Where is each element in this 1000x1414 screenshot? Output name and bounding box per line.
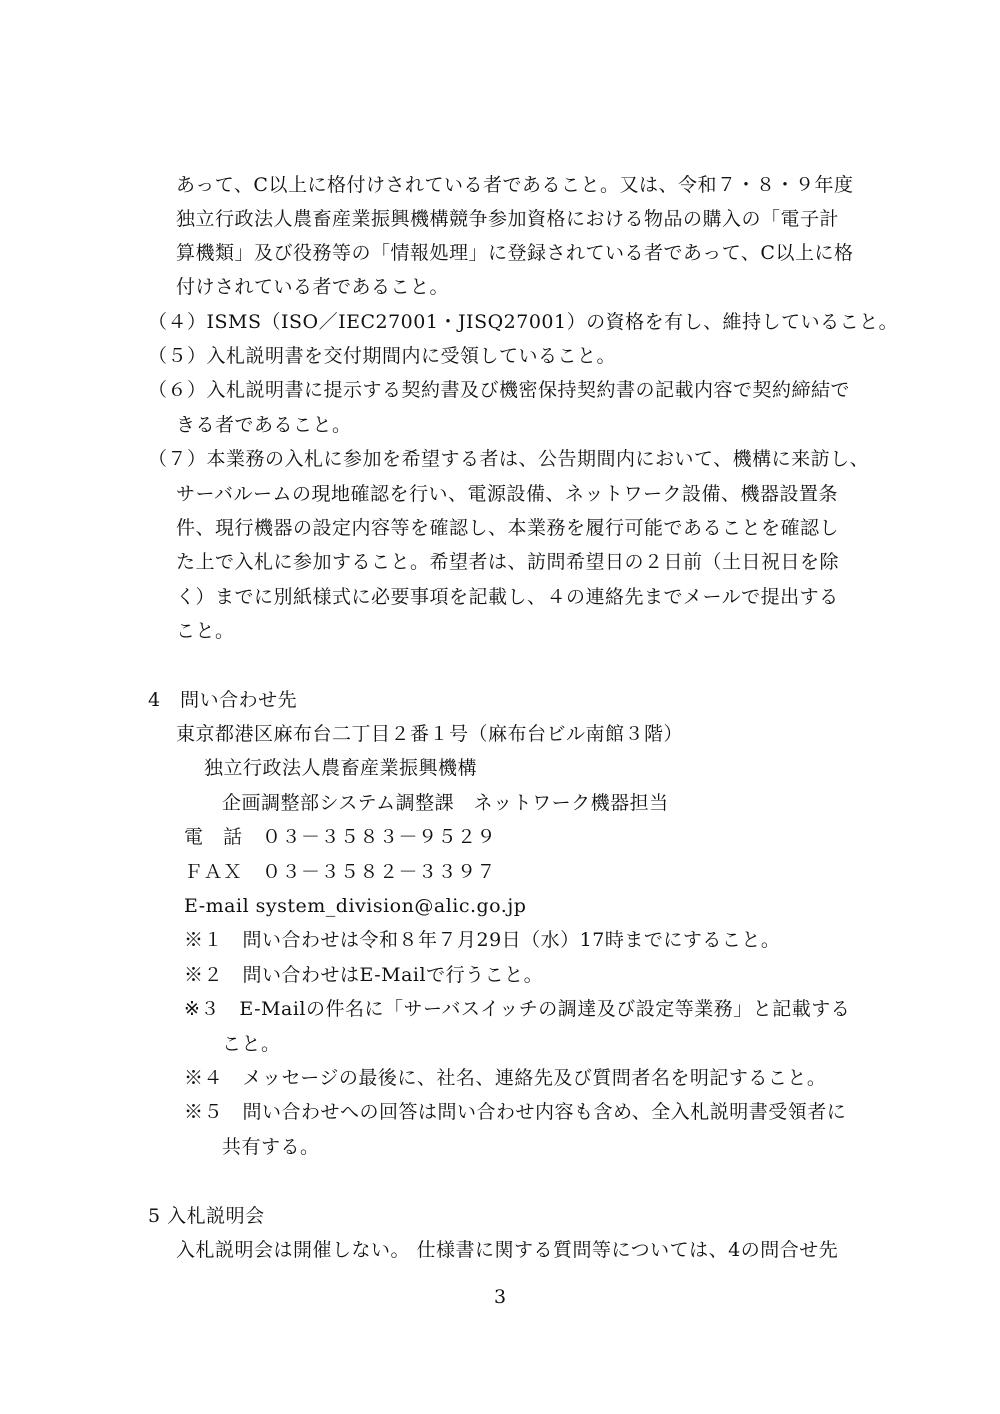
note-2: ※２ 問い合わせはE-Mailで行うこと。: [184, 964, 544, 986]
contact-email: E-mail system_division@alic.go.jp: [184, 895, 527, 917]
text-line: 共有する。: [222, 1136, 320, 1158]
text-line: サーバルームの現地確認を行い、電源設備、ネットワーク設備、機器設置条: [176, 483, 839, 505]
text-line: 付けされている者であること。: [176, 276, 450, 298]
text-line: こと。: [222, 1033, 281, 1055]
page-number: 3: [493, 1286, 507, 1308]
note-1: ※１ 問い合わせは令和８年７月29日（水）17時までにすること。: [184, 929, 781, 951]
note-3: ※３ E-Mailの件名に「サーバスイッチの調達及び設定等業務」と記載する: [184, 998, 851, 1020]
text-line: 入札説明会は開催しない。 仕様書に関する質問等については、4の問合せ先: [176, 1239, 839, 1261]
list-item-7: （７）本業務の入札に参加を希望する者は、公告期間内において、機構に来訪し、: [148, 448, 870, 470]
text-line: く）までに別紙様式に必要事項を記載し、４の連絡先までメールで提出する: [176, 586, 839, 608]
text-line: あって、C以上に格付けされている者であること。又は、令和７・８・９年度: [176, 174, 854, 196]
contact-phone: 電 話 ０３－３５８３－９５２９: [184, 826, 497, 848]
list-item-5: （５）入札説明書を交付期間内に受領していること。: [148, 345, 617, 367]
note-4: ※４ メッセージの最後に、社名、連絡先及び質問者名を明記すること。: [184, 1067, 827, 1089]
text-line: た上で入札に参加すること。希望者は、訪問希望日の２日前（土日祝日を除: [176, 551, 840, 573]
list-item-4: （４）ISMS（ISO／IEC27001・JISQ27001）の資格を有し、維持していること。: [148, 311, 899, 333]
list-item-6: （６）入札説明書に提示する契約書及び機密保持契約書の記載内容で契約締結で: [148, 379, 851, 401]
text-line: きる者であること。: [176, 414, 352, 436]
section-heading-contact: 4 問い合わせ先: [148, 689, 298, 711]
note-5: ※５ 問い合わせへの回答は問い合わせ内容も含め、全入札説明書受領者に: [184, 1101, 847, 1123]
text-line: 件、現行機器の設定内容等を確認し、本業務を履行可能であることを確認し: [176, 517, 840, 539]
text-line: 算機類」及び役務等の「情報処理」に登録されている者であって、C以上に格: [176, 242, 854, 264]
text-line: こと。: [176, 620, 235, 642]
contact-organization: 独立行政法人農畜産業振興機構: [204, 757, 478, 779]
text-line: 独立行政法人農畜産業振興機構競争参加資格における物品の購入の「電子計: [176, 208, 840, 230]
contact-fax: ＦＡＸ ０３－３５８２－３３９７: [184, 861, 497, 883]
section-heading-briefing: 5 入札説明会: [148, 1205, 265, 1227]
contact-department: 企画調整部システム調整課 ネットワーク機器担当: [222, 792, 669, 814]
contact-address: 東京都港区麻布台二丁目２番１号（麻布台ビル南館３階）: [176, 723, 684, 745]
